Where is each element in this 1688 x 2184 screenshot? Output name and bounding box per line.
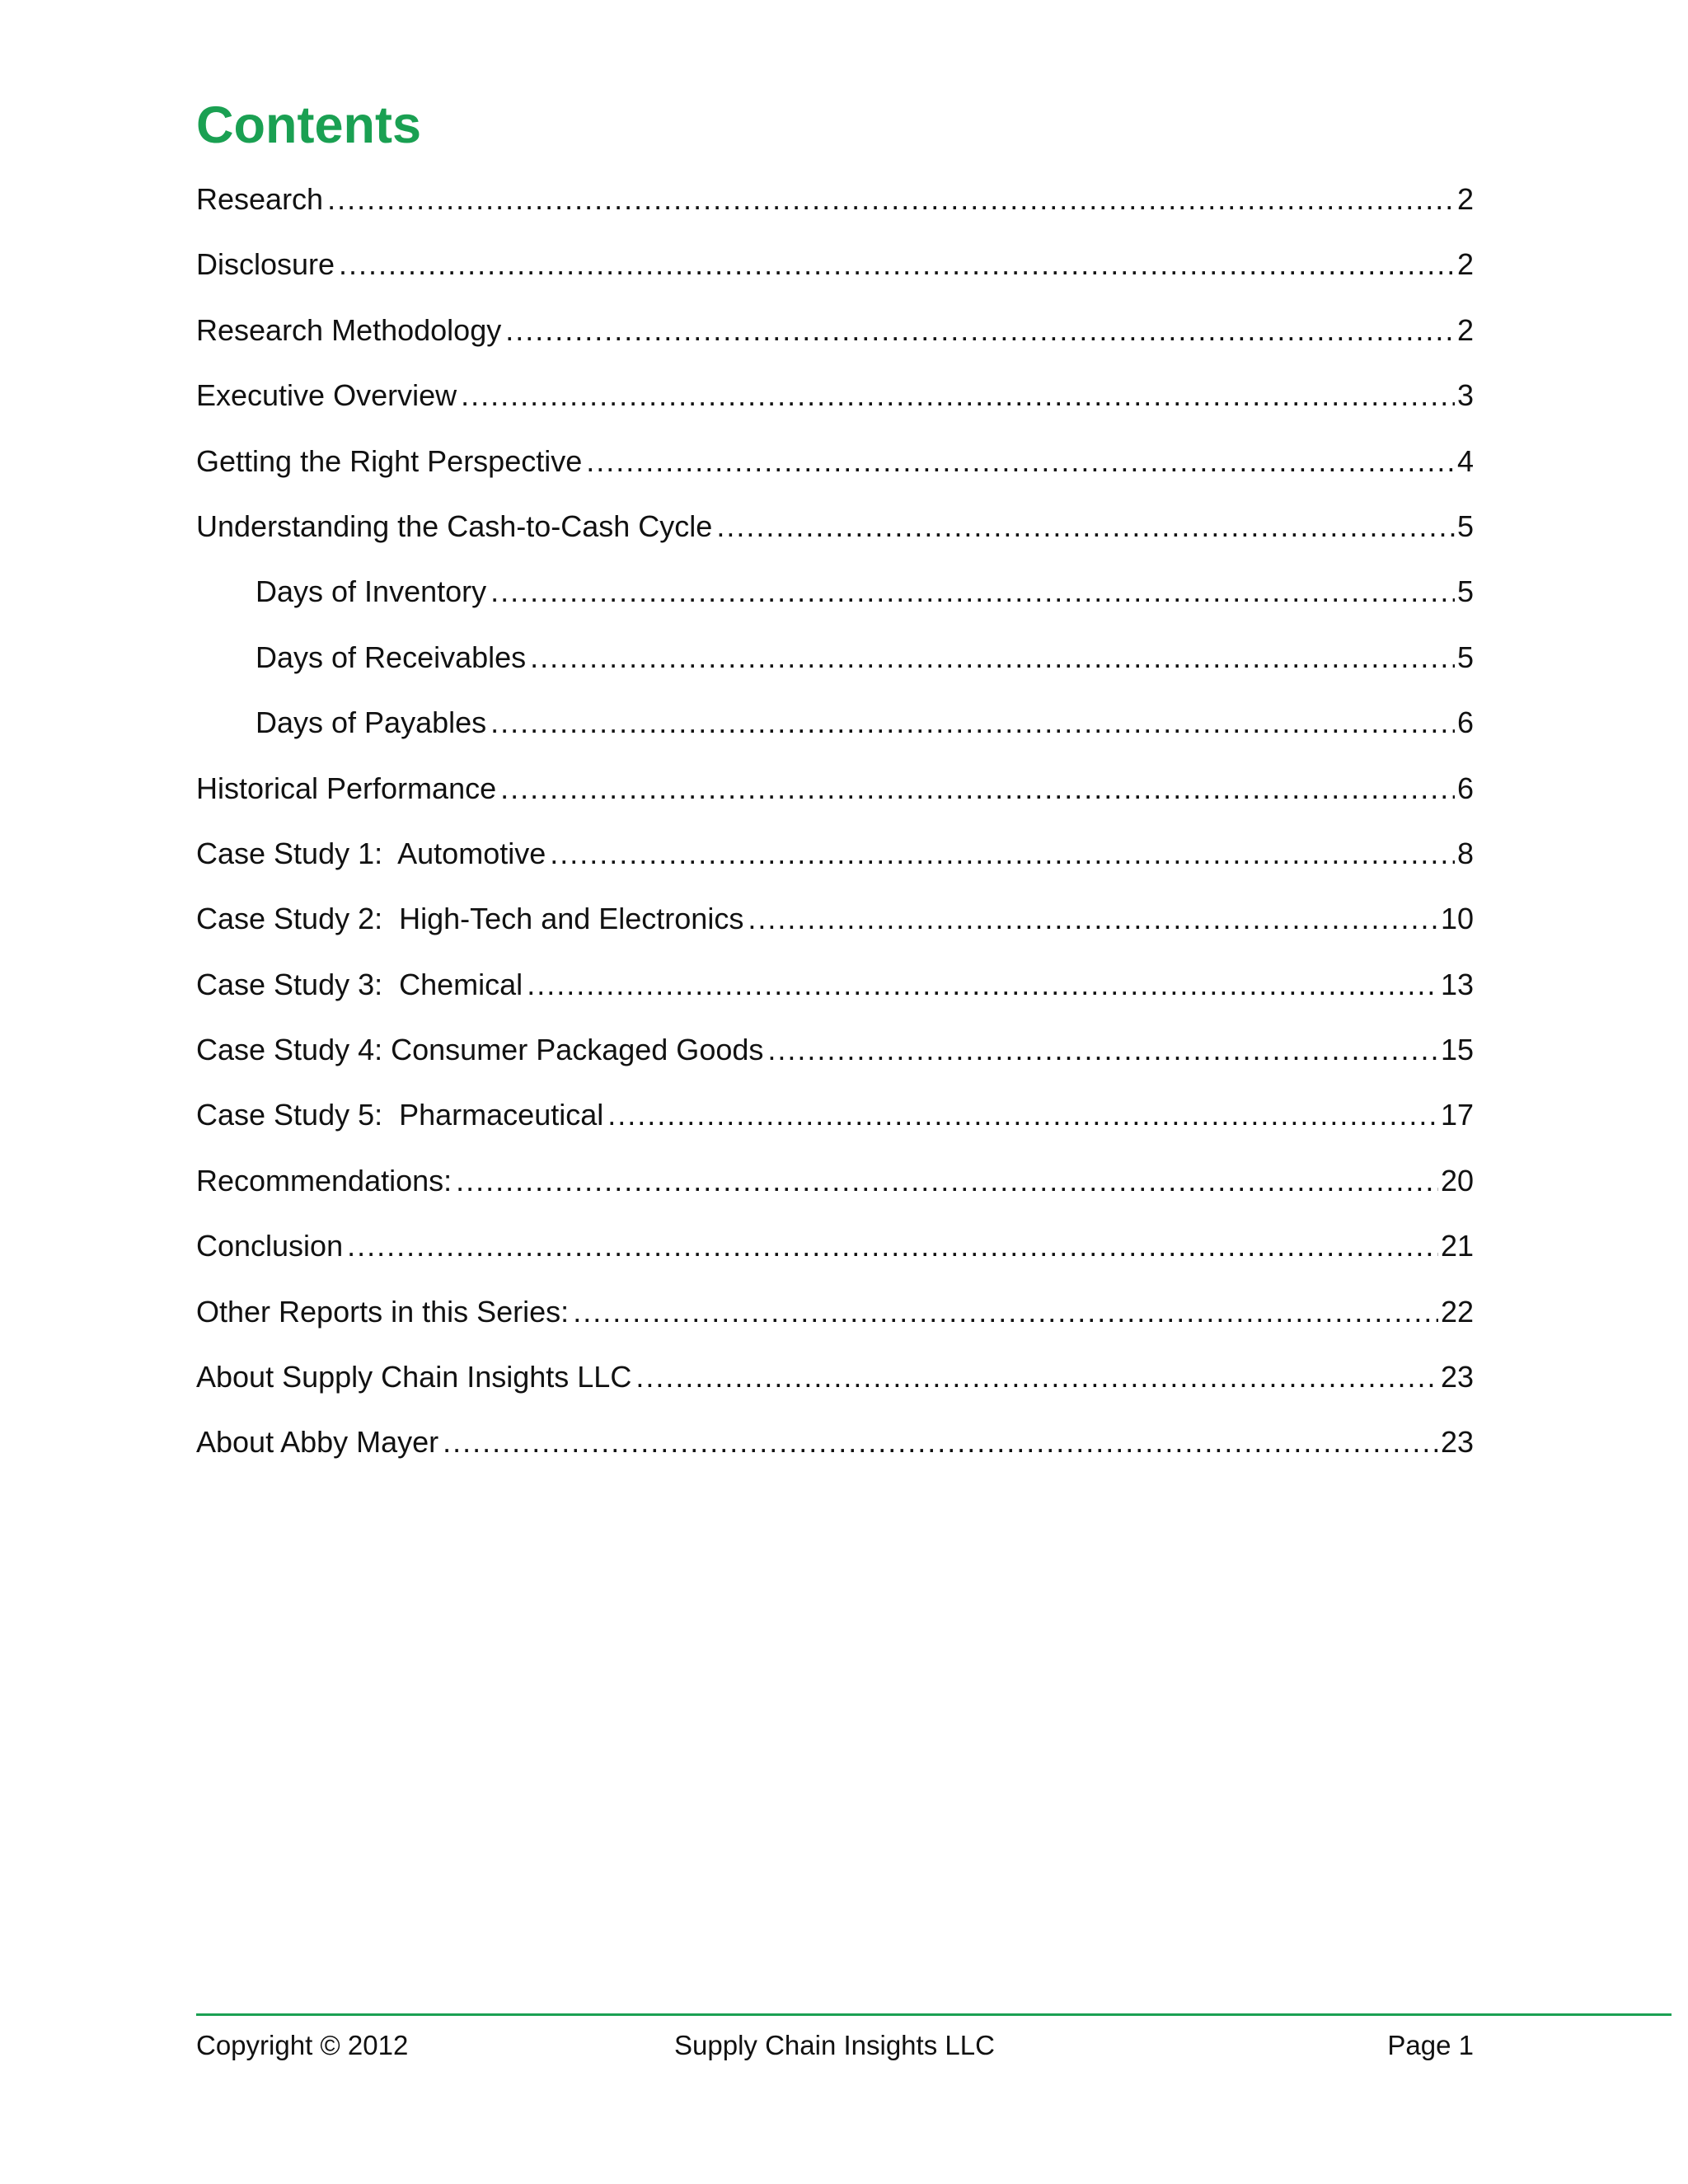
toc-entry[interactable] xyxy=(196,1287,1474,1352)
toc-dot-leader xyxy=(573,1287,1438,1337)
toc-dot-leader xyxy=(490,698,1455,748)
page-footer xyxy=(196,2025,1474,2066)
toc-entry[interactable] xyxy=(196,1352,1474,1418)
toc-entry-page: 20 xyxy=(1440,1163,1474,1197)
table-of-contents xyxy=(196,175,1474,1483)
footer-copyright: Copyright © 2012 xyxy=(196,2030,409,2060)
toc-entry[interactable] xyxy=(196,829,1474,894)
toc-dot-leader xyxy=(347,1221,1438,1271)
toc-entry-label: Case Study 5: Pharmaceutical xyxy=(196,1098,604,1132)
toc-entry-page: 10 xyxy=(1440,902,1474,936)
toc-entry-page: 15 xyxy=(1440,1033,1474,1067)
toc-entry-page: 23 xyxy=(1440,1360,1474,1394)
toc-entry-label: Case Study 3: Chemical xyxy=(196,967,523,1001)
toc-entry-page: 2 xyxy=(1456,182,1474,216)
toc-subentry[interactable] xyxy=(196,698,1474,763)
toc-dot-leader xyxy=(748,894,1438,944)
toc-dot-leader xyxy=(527,960,1438,1010)
toc-dot-leader xyxy=(767,1025,1438,1075)
toc-entry-page: 5 xyxy=(1456,509,1474,543)
toc-dot-leader xyxy=(586,437,1455,486)
toc-dot-leader xyxy=(500,764,1455,813)
toc-dot-leader xyxy=(339,240,1455,289)
toc-dot-leader xyxy=(327,175,1455,224)
toc-dot-leader xyxy=(530,633,1455,682)
toc-entry[interactable] xyxy=(196,371,1474,436)
toc-dot-leader xyxy=(607,1090,1438,1140)
toc-entry-label: Research xyxy=(196,182,324,216)
toc-entry[interactable] xyxy=(196,240,1474,305)
toc-entry-page: 13 xyxy=(1440,967,1474,1001)
toc-entry[interactable] xyxy=(196,1418,1474,1483)
toc-entry[interactable] xyxy=(196,306,1474,371)
toc-entry-page: 6 xyxy=(1456,771,1474,805)
toc-entry-page: 2 xyxy=(1456,312,1474,347)
page-title: Contents xyxy=(196,96,421,154)
toc-entry[interactable] xyxy=(196,437,1474,502)
toc-dot-leader xyxy=(550,829,1455,879)
toc-entry[interactable] xyxy=(196,960,1474,1025)
toc-entry-label: Other Reports in this Series: xyxy=(196,1294,570,1329)
toc-dot-leader xyxy=(505,306,1455,355)
toc-entry-label: Getting the Right Perspective xyxy=(196,443,583,478)
toc-entry-label: About Abby Mayer xyxy=(196,1425,439,1460)
toc-entry[interactable] xyxy=(196,1025,1474,1090)
toc-dot-leader xyxy=(635,1352,1438,1402)
toc-entry-label: Case Study 4: Consumer Packaged Goods xyxy=(196,1033,764,1067)
toc-entry[interactable] xyxy=(196,1090,1474,1155)
toc-entry-label: Days of Receivables xyxy=(256,640,527,674)
toc-entry-page: 8 xyxy=(1456,836,1474,870)
toc-entry-label: Case Study 1: Automotive xyxy=(196,836,546,870)
toc-dot-leader xyxy=(456,1156,1438,1206)
footer-page-number: Page 1 xyxy=(1387,2030,1474,2060)
toc-entry-label: Conclusion xyxy=(196,1229,344,1263)
toc-entry-label: Days of Inventory xyxy=(256,574,487,609)
toc-entry-label: Days of Payables xyxy=(256,705,487,740)
toc-entry-page: 4 xyxy=(1456,443,1474,478)
toc-entry-label: Disclosure xyxy=(196,247,335,282)
toc-entry-label: Understanding the Cash-to-Cash Cycle xyxy=(196,509,713,543)
toc-entry-label: Executive Overview xyxy=(196,378,457,413)
toc-entry-page: 6 xyxy=(1456,705,1474,740)
footer-divider xyxy=(196,2013,1672,2016)
toc-entry-label: Research Methodology xyxy=(196,312,502,347)
toc-subentry[interactable] xyxy=(196,567,1474,632)
toc-entry[interactable] xyxy=(196,764,1474,829)
toc-entry[interactable] xyxy=(196,1156,1474,1221)
toc-entry[interactable] xyxy=(196,502,1474,567)
toc-entry-label: About Supply Chain Insights LLC xyxy=(196,1360,632,1394)
toc-dot-leader xyxy=(716,502,1455,551)
toc-subentry[interactable] xyxy=(196,633,1474,698)
toc-entry-label: Historical Performance xyxy=(196,771,497,805)
toc-entry-page: 23 xyxy=(1440,1425,1474,1460)
toc-entry-page: 21 xyxy=(1440,1229,1474,1263)
toc-dot-leader xyxy=(490,567,1455,616)
toc-entry-page: 17 xyxy=(1440,1098,1474,1132)
toc-entry-label: Case Study 2: High-Tech and Electronics xyxy=(196,902,744,936)
toc-entry[interactable] xyxy=(196,894,1474,959)
toc-entry-label: Recommendations: xyxy=(196,1163,452,1197)
toc-entry-page: 5 xyxy=(1456,574,1474,609)
toc-entry-page: 3 xyxy=(1456,378,1474,413)
toc-dot-leader xyxy=(461,371,1455,420)
toc-entry-page: 5 xyxy=(1456,640,1474,674)
toc-entry-page: 2 xyxy=(1456,247,1474,282)
footer-company: Supply Chain Insights LLC xyxy=(674,2030,995,2060)
toc-entry[interactable] xyxy=(196,175,1474,240)
toc-entry-page: 22 xyxy=(1440,1294,1474,1329)
toc-entry[interactable] xyxy=(196,1221,1474,1286)
toc-dot-leader xyxy=(443,1418,1438,1467)
